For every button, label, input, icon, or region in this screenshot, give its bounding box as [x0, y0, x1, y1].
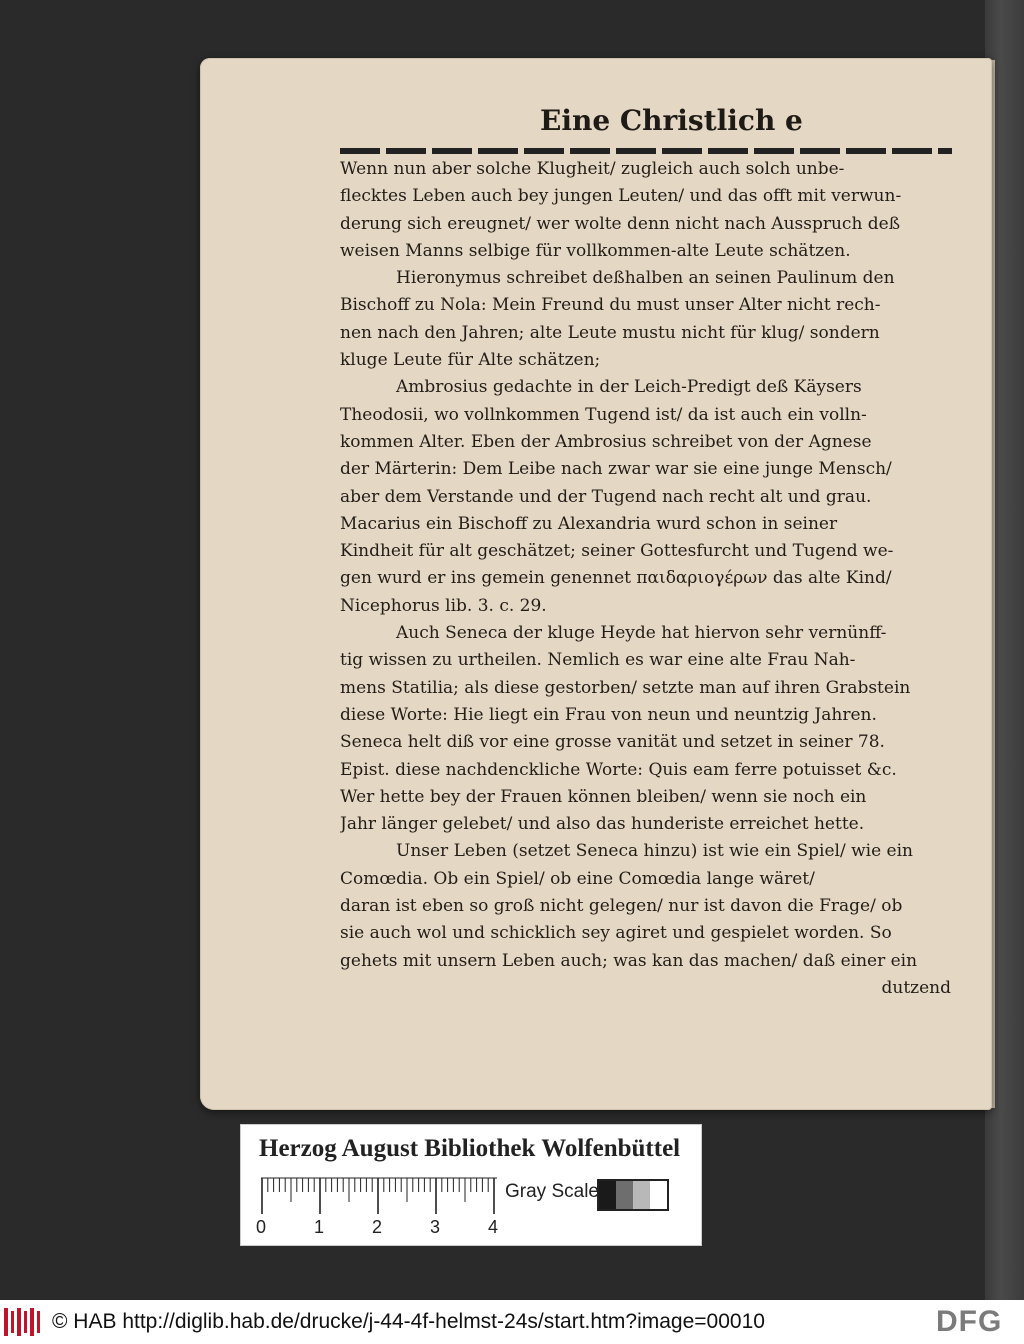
text-line: der Märterin: Dem Leibe nach zwar war sie eine junge Mensch/ [340, 459, 892, 480]
scale-number: 2 [372, 1217, 383, 1237]
text-line: Theodosii, wo vollnkommen Tugend ist/ da ist auch ein volln- [340, 404, 867, 425]
gray-swatch [633, 1181, 650, 1209]
body-text [340, 156, 955, 1002]
text-line: Epist. diese nachdenckliche Worte: Quis eam ferre potuisset &c. [340, 759, 897, 780]
text-line: Ambrosius gedachte in der Leich-Predigt deß Käysers [396, 377, 862, 398]
text-line: gen wurd er ins gemein genennet παιδαριογέρων das alte Kind/ [340, 568, 892, 589]
catchword: dutzend [881, 977, 951, 998]
text-line: Auch Seneca der kluge Heyde hat hiervon sehr vernünff- [396, 623, 887, 644]
text-line: gehets mit unsern Leben auch; was kan das machen/ daß einer ein [340, 950, 918, 971]
text-line: kluge Leute für Alte schätzen; [340, 350, 601, 371]
text-line: Seneca helt diß vor eine grosse vanität und setzet in seiner 78. [340, 732, 885, 753]
scale-number: 4 [488, 1217, 499, 1237]
text-line: aber dem Verstande und der Tugend nach recht alt und grau. [340, 486, 872, 507]
color-calibration-card [240, 1124, 702, 1246]
text-line: Comœdia. Ob ein Spiel/ ob eine Comœdia lange wäret/ [340, 868, 815, 889]
text-line: flecktes Leben auch bey jungen Leuten/ und das offt mit verwun- [340, 186, 902, 207]
header-rule [340, 148, 952, 154]
text-line: Hieronymus schreibet deßhalben an seinen Paulinum den [396, 268, 895, 289]
text-line: Wer hette bey der Frauen können bleiben/ wenn sie noch ein [340, 786, 867, 807]
text-line: diese Worte: Hie liegt ein Frau von neun und neuntzig Jahren. [340, 704, 877, 725]
text-line: kommen Alter. Eben der Ambrosius schreibet von der Agnese [340, 431, 872, 452]
copyright-url: © HAB http://diglib.hab.de/drucke/j-44-4f-helmst-24s/start.htm?image=00010 [52, 1310, 765, 1333]
text-line: tig wissen zu urtheilen. Nemlich es war eine alte Frau Nah- [340, 650, 856, 671]
library-name: Herzog August Bibliothek Wolfenbüttel [259, 1135, 681, 1162]
text-line: Wenn nun aber solche Klugheit/ zugleich auch solch unbe- [340, 159, 845, 179]
grayscale-label: Gray Scale [505, 1181, 599, 1202]
text-line: Macarius ein Bischoff zu Alexandria wurd schon in seiner [340, 513, 838, 534]
scale-ruler [261, 1177, 497, 1217]
text-line: derung sich ereugnet/ wer wolte denn nicht nach Ausspruch deß [340, 213, 901, 234]
text-line: Bischoff zu Nola: Mein Freund du must unser Alter nicht rech- [340, 295, 881, 316]
text-line: nen nach den Jahren; alte Leute mustu nicht für klug/ sondern [340, 322, 880, 343]
text-line: Jahr länger gelebet/ und also das hunderiste erreichet hette. [340, 814, 865, 835]
text-line: Nicephorus lib. 3. c. 29. [340, 595, 547, 616]
scale-number: 1 [314, 1217, 325, 1237]
running-header: Eine Christlich e [540, 104, 803, 137]
scale-number: 3 [430, 1217, 441, 1237]
dfg-logo: DFG [936, 1305, 1003, 1338]
grayscale-swatches [597, 1179, 669, 1211]
footer-bar [0, 1300, 1024, 1344]
gray-swatch [599, 1181, 616, 1209]
text-line: Unser Leben (setzet Seneca hinzu) ist wie ein Spiel/ wie ein [396, 841, 913, 862]
scale-number: 0 [256, 1217, 267, 1237]
text-line: daran ist eben so groß nicht gelegen/ nur ist davon die Frage/ ob [340, 896, 903, 917]
scale-numbers [255, 1217, 515, 1239]
gray-swatch [616, 1181, 633, 1209]
gray-swatch [650, 1181, 667, 1209]
barcode-logo-icon [2, 1305, 44, 1339]
text-line: Kindheit für alt geschätzet; seiner Gottesfurcht und Tugend we- [340, 541, 894, 562]
text-line: sie auch wol und schicklich sey agiret und gespielet worden. So [340, 923, 892, 944]
text-line: mens Statilia; als diese gestorben/ setzte man auf ihren Grabstein [340, 677, 911, 698]
text-line: weisen Manns selbige für vollkommen-alte Leute schätzen. [340, 240, 851, 261]
